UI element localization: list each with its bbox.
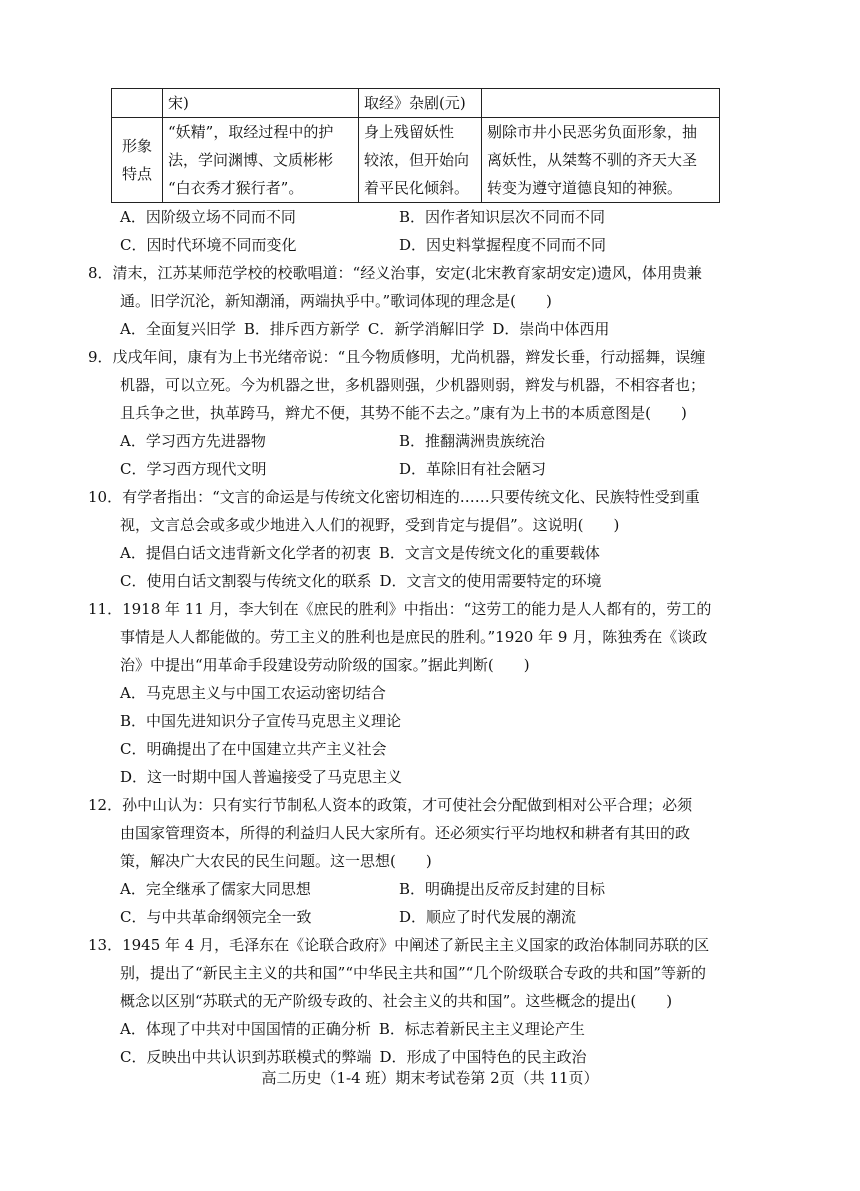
option-d: D．形成了中国特色的民主政治 xyxy=(379,1048,587,1066)
comparison-table xyxy=(111,88,720,203)
option-row xyxy=(88,427,752,455)
option-a: A．全面复兴旧学 xyxy=(120,320,236,338)
option-row xyxy=(88,1015,752,1043)
table-cell xyxy=(482,118,720,203)
option-a: A．提倡白话文违背新文化学者的初衷 xyxy=(120,544,371,562)
question-9-line-3: 且兵争之世，执革跨马，辫尤不便，其势不能不去之。”康有为上书的本质意图是( ) xyxy=(120,404,687,422)
cell-text: 身上残留妖性 较浓，但开始向 着平民化倾斜。 xyxy=(364,123,470,197)
table-row xyxy=(112,118,720,203)
question-13-line-3: 概念以区别“苏联式的无产阶级专政的、社会主义的共和国”。这些概念的提出( ) xyxy=(120,992,673,1010)
option-a: A．学习西方先进器物 xyxy=(120,432,266,450)
option-c: C．使用白话文割裂与传统文化的联系 xyxy=(120,572,372,590)
question-13-line-2: 别，提出了“新民主主义的共和国”“中华民主共和国”“几个阶级联合专政的共和国”等新的 xyxy=(120,964,707,982)
option-c: C．反映出中共认识到苏联模式的弊端 xyxy=(120,1048,372,1066)
option-b: B．明确提出反帝反封建的目标 xyxy=(399,880,606,898)
question-13-line-1: 13．1945 年 4 月，毛泽东在《论联合政府》中阐述了新民主主义国家的政治体制同苏联的区 xyxy=(88,936,710,954)
option-d: D．崇尚中体西用 xyxy=(492,320,610,338)
questions xyxy=(88,203,752,1071)
option-row xyxy=(88,875,752,903)
question-11-line-2: 事情是人人都能做的。劳工主义的胜利也是庶民的胜利。”1920 年 9 月，陈独秀在《谈政 xyxy=(120,628,708,646)
question-12-line-2: 由国家管理资本，所得的利益归人民大家所有。还必须实行平均地权和耕者有其田的政 xyxy=(120,824,691,842)
option-a: A．因阶级立场不同而不同 xyxy=(120,208,296,226)
option-d: D．这一时期中国人普遍接受了马克思主义 xyxy=(120,768,403,786)
option-b: B．文言文是传统文化的重要载体 xyxy=(378,544,600,562)
option-row xyxy=(88,231,752,259)
option-b: B．标志着新民主主义理论产生 xyxy=(378,1020,585,1038)
table-cell xyxy=(359,118,482,203)
table-cell xyxy=(112,89,163,118)
question-10-line-2: 视，文言总会或多或少地进入人们的视野，受到肯定与提倡”。这说明( ) xyxy=(120,516,620,534)
cell-text: “妖精”，取经过程中的护 法，学问渊博、文质彬彬 “白衣秀才猴行者”。 xyxy=(168,123,334,197)
option-c: C．因时代环境不同而变化 xyxy=(120,236,297,254)
option-row xyxy=(88,903,752,931)
option-b: B．排斥西方新学 xyxy=(243,320,360,338)
option-d: D．因史料掌握程度不同而不同 xyxy=(399,236,607,254)
option-a: A．马克思主义与中国工农运动密切结合 xyxy=(120,684,386,702)
row-label-cell xyxy=(112,118,163,203)
option-d: D．文言文的使用需要特定的环境 xyxy=(379,572,602,590)
option-b: B．推翻满洲贵族统治 xyxy=(399,432,546,450)
question-9-line-2: 机器，可以立死。今为机器之世，多机器则强，少机器则弱，辫发与机器，不相容者也； xyxy=(120,376,706,394)
question-12-line-3: 策，解决广大农民的民生问题。这一思想( ) xyxy=(120,852,432,870)
option-c: C．学习西方现代文明 xyxy=(120,460,267,478)
option-row xyxy=(88,203,752,231)
option-b: B．中国先进知识分子宣传马克思主义理论 xyxy=(120,712,402,730)
question-8-line-2: 通。旧学沉沦，新知潮涌，两端执乎中。”歌词体现的理念是( ) xyxy=(120,292,552,310)
question-10-line-1: 10．有学者指出：“文言的命运是与传统文化密切相连的……只要传统文化、民族特性受到重 xyxy=(88,488,700,506)
page-footer: 高二历史（1-4 班）期末考试卷第 2页（共 11页） xyxy=(261,1069,599,1087)
table-cell xyxy=(163,118,359,203)
question-11-line-3: 治》中提出“用革命手段建设劳动阶级的国家。”据此判断( ) xyxy=(120,656,530,674)
row-label: 形象 特点 xyxy=(121,137,152,183)
table-row xyxy=(112,89,720,118)
question-11-line-1: 11．1918 年 11 月，李大钊在《庶民的胜利》中指出：“这劳工的能力是人人都有的，劳工的 xyxy=(88,600,712,618)
option-d: D．革除旧有社会陋习 xyxy=(399,460,547,478)
option-a: A．体现了中共对中国国情的正确分析 xyxy=(120,1020,371,1038)
option-d: D．顺应了时代发展的潮流 xyxy=(399,908,577,926)
question-8-line-1: 8．清末，江苏某师范学校的校歌唱道：“经义治事，安定(北宋教育家胡安定)遗风，体用贵兼 xyxy=(88,264,702,282)
option-row xyxy=(88,539,752,567)
option-a: A．完全继承了儒家大同思想 xyxy=(120,880,311,898)
option-row xyxy=(88,315,752,343)
option-c: C．明确提出了在中国建立共产主义社会 xyxy=(120,740,387,758)
option-c: C．与中共革命纲领完全一致 xyxy=(120,908,312,926)
option-row xyxy=(88,455,752,483)
option-row xyxy=(88,567,752,595)
table-cell: 取经》杂剧(元) xyxy=(359,89,482,118)
question-9-line-1: 9．戊戌年间，康有为上书光绪帝说：“且今物质修明，尤尚机器，辫发长垂，行动摇舞，误缠 xyxy=(88,348,706,366)
option-b: B．因作者知识层次不同而不同 xyxy=(399,208,606,226)
option-c: C．新学消解旧学 xyxy=(367,320,485,338)
table-cell xyxy=(482,89,720,118)
cell-text: 剔除市井小民恶劣负面形象，抽 离妖性，从桀骜不驯的齐天大圣 转变为遵守道德良知的神猴。 xyxy=(487,123,698,197)
table-cell: 宋) xyxy=(163,89,359,118)
question-12-line-1: 12．孙中山认为：只有实行节制私人资本的政策，才可使社会分配做到相对公平合理；必须 xyxy=(88,796,693,814)
